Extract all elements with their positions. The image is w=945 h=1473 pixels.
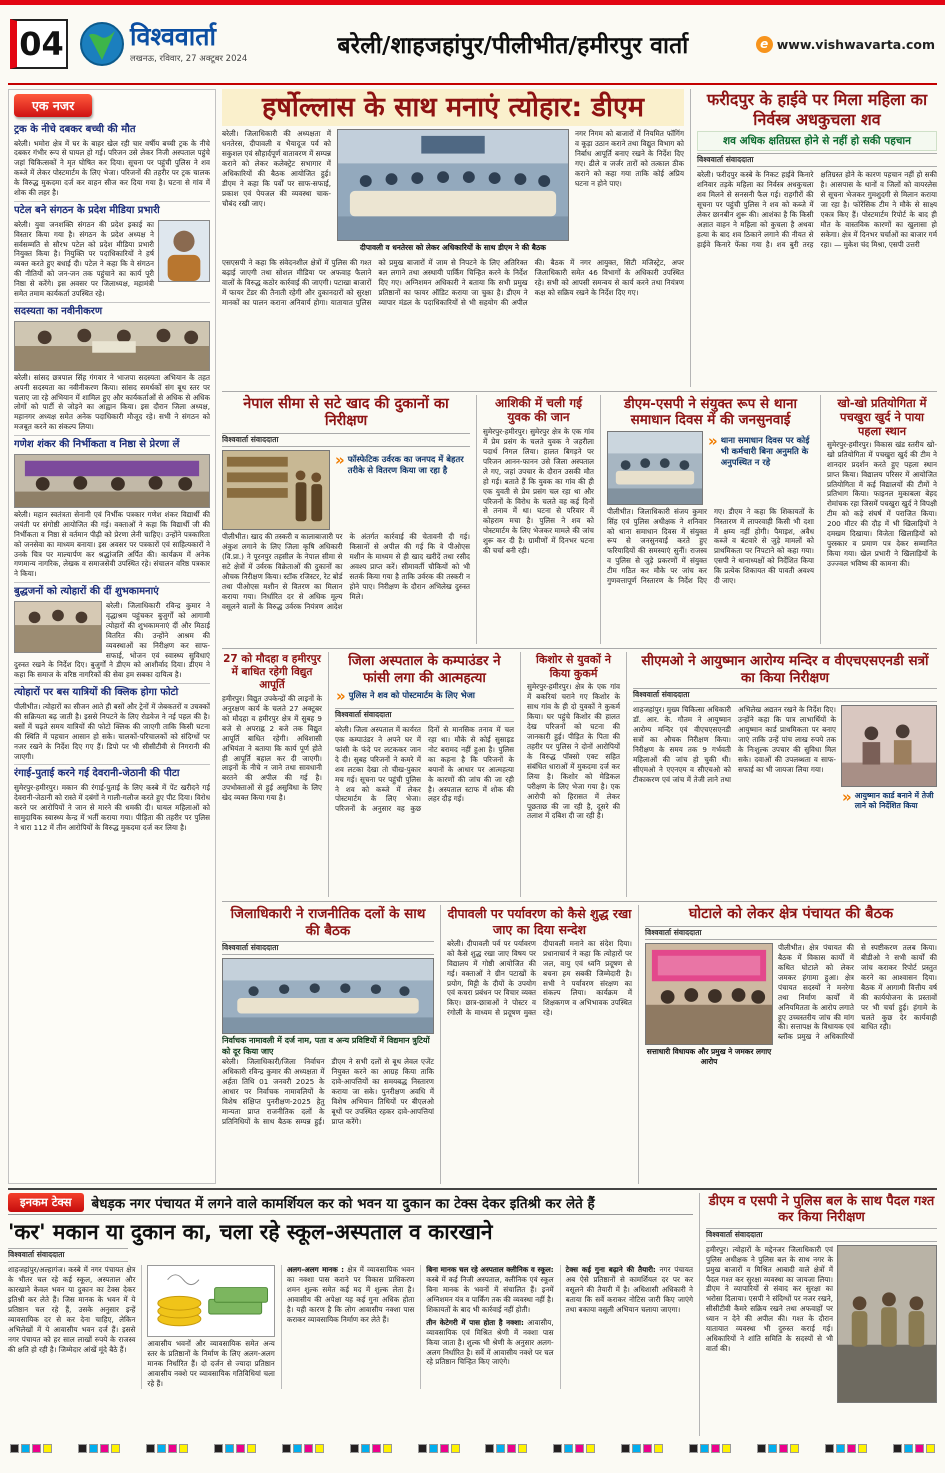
- cmyk-mark-icon: [10, 1444, 52, 1453]
- cmo-inspection-photo: [841, 705, 937, 787]
- article-deepavali-headline: दीपावली पर पर्यावरण को कैसे शुद्ध रखा जाए का दिया सन्देश: [447, 906, 632, 937]
- income-tax-strip-headline: बेधड़क नगर पंचायत में लगने वाले कामर्शियल कर को भवन या दुकान का टेक्स देकर इतिश्री कर लेते हैं: [91, 1195, 595, 1212]
- quote-chevrons-icon: »: [335, 451, 345, 470]
- cmyk-mark-icon: [621, 1444, 663, 1453]
- cmyk-mark-icon: [485, 1444, 527, 1453]
- cmyk-mark-icon: [78, 1444, 120, 1453]
- article-kho-kho: [820, 395, 937, 645]
- article-kar-columns: [8, 1265, 693, 1389]
- article-lead: [222, 89, 684, 387]
- article-bijli-body: हमीरपुर। विद्युत उपकेन्द्रों की लाइनों के अनुरक्षण कार्य के चलते 27 अक्टूबर को मौदहा व हमीरपुर क्षेत्र में सुबह 9 बजे से अपराह्न 2 बजे तक विद्युत आपूर्ति बाधित रहेगी। अधिशासी अभियंता ने बताया कि कार्य पूर्ण होते ही आपूर्ति बहाल कर दी जाएगी। लाइनों के नीचे न जाने तथा सावधानी बरतने की अपील की गई है। उपभोक्ताओं से हुई असुविधा के लिए खेद व्यक्त किया गया है।: [222, 693, 322, 803]
- article-rajnitik-headline: जिलाधिकारी ने राजनीतिक दलों के साथ की बैठक: [230, 906, 426, 939]
- byline: विश्ववार्ता संवाददाता: [222, 941, 434, 955]
- article-cmo-headline: सीएमओ ने आयुष्मान आरोग्य मन्दिर व वीएचएसएनडी सत्रों का किया निरीक्षण: [641, 653, 929, 686]
- cmyk-mark-icon: [418, 1444, 460, 1453]
- byline: विश्ववार्ता संवाददाता: [222, 433, 470, 447]
- sidebar-brief-truck: [14, 121, 210, 202]
- cmyk-mark-icon: [689, 1444, 731, 1453]
- brief-body: बरेली। भमोरा क्षेत्र में घर के बाहर खेल रही चार वर्षीय बच्ची ट्रक के नीचे दबकर गंभीर रूप से घायल हो गई। परिजन उसे लेकर निजी अस्पताल पहुंचे जहां चिकित्सकों ने मृत घोषित कर दिया। सूचना पर पहुंची पुलिस ने शव कब्जे में लेकर पोस्टमार्टम के लिए भेजा। परिजनों की तहरीर पर ट्रक चालक के विरुद्ध मुकदमा दर्ज कर वाहन सीज कर दिया गया है। घटना से गांव में शोक की लहर है।: [14, 138, 210, 198]
- lead-figure: [337, 129, 569, 255]
- article-faridpur-headline: फरीदपुर के हाईवे पर मिला महिला का निर्वस्त्र अधकुचला शव: [706, 90, 928, 129]
- article-aashiqui-body: सुमेरपुर-हमीरपुर। सुमेरपुर क्षेत्र के एक गांव में प्रेम प्रसंग के चलते युवक ने जहरीला पदार्थ निगल लिया। हालत बिगड़ने पर परिजन आनन-फानन उसे जिला अस्पताल ले गए, जहां उपचार के दौरान उसकी मौत हो गई। बताते हैं कि युवक का गांव की ही एक युवती से प्रेम प्रसंग चल रहा था और परिजनों के विरोध के चलते वह कई दिनों से तनाव में था। घटना से परिवार में कोहराम मचा है। पुलिस ने शव को पोस्टमार्टम के लिए भेजकर मामले की जांच शुरू कर दी है। ग्रामीणों में दिनभर घटना की चर्चा बनी रही।: [483, 426, 594, 556]
- brief-headline: पटेल बने संगठन के प्रदेश मीडिया प्रभारी: [14, 205, 160, 217]
- website-link[interactable]: [756, 36, 935, 53]
- article-kar: [8, 1193, 693, 1436]
- kar-subhead-3: तीन केटेगरी में पास होता है नक्शा:: [426, 1317, 524, 1327]
- compounder-quote-text: पुलिस ने शव को पोस्टमार्टम के लिए भेजा: [348, 690, 475, 701]
- zone-top: [222, 89, 937, 387]
- kar-col-1: शाहजहांपुर/अल्हागंज। कस्बे में नगर पंचायत क्षेत्र के भीतर चल रहे कई स्कूल, अस्पताल और कारखाने केवल भवन या दुकान का टेक्स देकर इतिश्री कर लेते हैं। जिस मानक के भवन में ये प्रतिष्ठान चल रहे हैं, उसके अनुसार इन्हें व्यावसायिक दर से कर देना चाहिए, लेकिन अभिलेखों में ये आवासीय भवन दर्ज हैं। इससे नगर पंचायत को हर साल लाखों रुपये के राजस्व की क्षति हो रही है। जिम्मेदार आंखें मूंदे बैठे हैं।: [8, 1265, 136, 1354]
- article-lead-body-right: नगर निगम को बाजारों में नियमित फॉगिंग व कूड़ा उठान कराने तथा विद्युत विभाग को निर्बाध आपूर्ति बनाए रखने के निर्देश दिए गए। ढीले व जर्जर तारों को तत्काल ठीक कराने को कहा गया ताकि कोई अप्रिय घटना न होने पाए।: [575, 129, 684, 188]
- page-number: 04: [10, 19, 68, 69]
- byline: विश्ववार्ता संवाददाता: [645, 926, 937, 940]
- kar-subtext-3: आवासीय, व्यावसायिक एवं मिश्रित श्रेणी में नक्शा पास किया जाता है। शुल्क भी श्रेणी के अनुसार अलग-अलग निर्धारित है। सर्वे में आवासीय नक्शे पर चल रहे प्रतिष्ठान चिन्हित किए जाएंगे।: [426, 1317, 554, 1367]
- article-kishor-body: सुमेरपुर-हमीरपुर। क्षेत्र के एक गांव में बकरियां चराने गए किशोर के साथ गांव के ही दो युवकों ने कुकर्म किया। घर पहुंचे किशोर की हालत देख परिजनों को घटना की जानकारी हुई। पीड़ित के पिता की तहरीर पर पुलिस ने दोनों आरोपियों के विरुद्ध पॉक्सो एक्ट सहित संबंधित धाराओं में मुकदमा दर्ज कर लिया है। किशोर को मेडिकल परीक्षण के लिए भेजा गया है। एक आरोपी को हिरासत में लेकर पूछताछ की जा रही है, दूसरे की तलाश में दबिश दी जा रही है।: [527, 682, 620, 821]
- brief-headline: त्योहारों पर बस यात्रियों की क्लिक होगा फोटो: [14, 687, 179, 699]
- kar-col-2: [141, 1265, 274, 1389]
- byline: विश्ववार्ता संवाददाता: [706, 1228, 937, 1242]
- money-illustration: [147, 1265, 274, 1337]
- main-zone: [222, 89, 937, 1184]
- article-lead-body-bottom: एसएसपी ने कहा कि संवेदनशील क्षेत्रों में पुलिस की गश्त बढ़ाई जाएगी तथा सोशल मीडिया पर अफवाह फैलाने वालों के विरुद्ध कठोर कार्रवाई की जाएगी। पटाखा बाजारों में फायर टेंडर की तैनाती रहेगी और दुकानदारों को सुरक्षा मानकों का पालन कराना अनिवार्य होगा। यातायात पुलिस को प्रमुख बाजारों में जाम से निपटने के लिए अतिरिक्त बल लगाने तथा अस्थायी पार्किंग चिन्हित करने के निर्देश दिए गए। अग्निशमन अधिकारी ने बताया कि सभी प्रमुख प्रतिष्ठानों का फायर ऑडिट कराया जा चुका है। डीएम ने व्यापार मंडल के पदाधिकारियों से भी सहयोग की अपील की। बैठक में नगर आयुक्त, सिटी मजिस्ट्रेट, अपर जिलाधिकारी समेत 46 विभागों के अधिकारी उपस्थित रहे। सभी को आपसी समन्वय से कार्य करने तथा नियंत्रण कक्ष को सक्रिय रखने के निर्देश दिए गए।: [222, 258, 684, 307]
- masthead-dateline: लखनऊ, रविवार, 27 अक्टूबर 2024: [130, 54, 248, 64]
- article-aashiqui: [476, 395, 594, 645]
- byline: विश्ववार्ता संवाददाता: [697, 153, 937, 167]
- sidebar-brief-ganesh: [14, 436, 210, 583]
- quote-chevrons-icon: »: [708, 431, 718, 450]
- article-compounder-body: बरेली। जिला अस्पताल में कार्यरत एक कम्पाउंडर ने अपने घर में फांसी के फंदे पर लटककर जान दे दी। सुबह परिजनों ने कमरे में शव लटका देखा तो चीख-पुकार मच गई। सूचना पर पहुंची पुलिस ने शव को कब्जे में लेकर पोस्टमार्टम के लिए भेजा। परिजनों के अनुसार वह कुछ दिनों से मानसिक तनाव में चल रहा था। मौके से कोई सुसाइड नोट बरामद नहीं हुआ है। पुलिस का कहना है कि परिजनों के बयानों के आधार पर आत्महत्या के कारणों की जांच की जा रही है। अस्पताल स्टाफ में शोक की लहर दौड़ गई।: [335, 724, 514, 814]
- article-ghotala-body: पीलीभीत। क्षेत्र पंचायत की बैठक में विकास कार्यों में कथित घोटाले को लेकर जमकर हंगामा हुआ। क्षेत्र पंचायत सदस्यों ने मनरेगा तथा निर्माण कार्यों में अनियमितता के आरोप लगाते हुए उच्चस्तरीय जांच की मांग की। सत्तापक्ष के विधायक एवं ब्लॉक प्रमुख ने अधिकारियों से स्पष्टीकरण तलब किया। बीडीओ ने सभी कार्यों की जांच कराकर रिपोर्ट प्रस्तुत करने का आश्वासन दिया। बैठक में आगामी वित्तीय वर्ष की कार्ययोजना के प्रस्तावों पर भी चर्चा हुई। हंगामे के चलते कुछ देर कार्यवाही बाधित रही।: [778, 942, 937, 1042]
- brief-headline: बुद्धजनों को त्योहारों की दीं शुभकामनाएं: [14, 586, 159, 598]
- article-cmo: [626, 652, 937, 897]
- article-faridpur-subhead: शव अधिक क्षतिग्रस्त होने से नहीं हो सकी पहचान: [697, 131, 937, 151]
- quote-chevrons-icon: »: [842, 788, 852, 807]
- cmo-quote-text: आयुष्मान कार्ड बनाने में तेजी लाने को निर्देशित किया: [854, 791, 934, 811]
- jans unwai-photo: [607, 431, 703, 505]
- article-khaad: [222, 395, 470, 645]
- article-ghotala-headline: घोटाले को लेकर क्षेत्र पंचायत की बैठक: [688, 906, 894, 923]
- sidebar-brief-buddhajan: [14, 583, 210, 684]
- ghotala-figure: [645, 943, 773, 1069]
- police-foot-patrol-photo: [837, 1245, 937, 1403]
- sidebar-brief-rangai: [14, 765, 210, 835]
- band-3: [222, 648, 937, 897]
- sidebar-brief-patel: [14, 202, 210, 303]
- sidebar-brief-bus-photo: [14, 684, 210, 765]
- brief-headline: ट्रक के नीचे दबकर बच्ची की मौत: [14, 124, 136, 135]
- kar-subtext-4: नगर पंचायत अब ऐसे प्रतिष्ठानों से कामर्शियल दर पर कर वसूलने की तैयारी में है। अधिशासी अधिकारी ने बताया कि सर्वे कराकर नोटिस जारी किए जाएंगे तथा बकाया वसूली अभियान चलाया जाएगा।: [565, 1265, 694, 1314]
- article-deepavali-body: बरेली। दीपावली पर्व पर पर्यावरण को कैसे शुद्ध रखा जाए विषय पर विद्यालय में गोष्ठी आयोजित की गई। वक्ताओं ने ग्रीन पटाखों के प्रयोग, मिट्टी के दीयों के उपयोग एवं कचरा प्रबंधन पर विचार व्यक्त किए। छात्र-छात्राओं ने पोस्टर व रंगोली के माध्यम से प्रदूषण मुक्त दीपावली मनाने का संदेश दिया। प्रधानाचार्य ने कहा कि त्योहारों पर जल, वायु एवं ध्वनि प्रदूषण से बचना हम सबकी जिम्मेदारी है। सभी ने पर्यावरण संरक्षण का संकल्प लिया। कार्यक्रम में शिक्षकगण व अभिभावक उपस्थित रहे।: [447, 938, 632, 1018]
- compounder-quote-box: [335, 688, 514, 706]
- cmyk-mark-icon: [893, 1444, 935, 1453]
- panchayat-meeting-banner-photo: [645, 943, 773, 1045]
- kar-col-3: [281, 1265, 414, 1389]
- lead-photo-caption: दीपावली व धनतेरस को लेकर अधिकारियों के साथ डीएम ने की बैठक: [360, 243, 546, 253]
- article-kho-kho-headline: खो-खो प्रतियोगिता में पचखुरा खुर्द ने पाया पहला स्थान: [837, 395, 927, 438]
- article-gasht: [699, 1193, 937, 1436]
- brief-body: बरेली। जिलाधिकारी रविन्द्र कुमार ने वृद्धाश्रम पहुंचकर बुजुर्गों को आगामी त्योहारों की शुभकामनाएं दीं और मिठाई वितरित की। उन्होंने आश्रम की व्यवस्थाओं का निरीक्षण कर साफ-सफाई, भोजन एवं स्वास्थ्य सुविधाएं दुरुस्त रखने के निर्देश दिए। बुजुर्गों ने डीएम को आशीर्वाद दिया। डीएम ने कहा कि समाज के वरिष्ठ नागरिकों की सेवा हम सबका दायित्व है।: [14, 600, 210, 680]
- cmyk-mark-icon: [350, 1444, 392, 1453]
- band-4: [222, 901, 937, 1184]
- income-tax-label: इनकम टेक्स: [8, 1193, 84, 1212]
- article-khaad-body: पीलीभीत। खाद की तस्करी व कालाबाजारी पर अंकुश लगाने के लिए जिला कृषि अधिकारी (वि.प्रा.) ने पूरनपुर तहसील के नेपाल सीमा से सटे क्षेत्रों में उर्वरक विक्रेताओं की दुकानों का औचक निरीक्षण किया। स्टॉक रजिस्टर, रेट बोर्ड तथा पीओएस मशीन से वितरण का मिलान कराया गया। निर्धारित दर से अधिक मूल्य वसूलने वालों के विरुद्ध उर्वरक नियंत्रण आदेश के अंतर्गत कार्रवाई की चेतावनी दी गई। किसानों से अपील की गई कि वे पीओएस मशीन के माध्यम से ही खाद खरीदें तथा रसीद अवश्य प्राप्त करें। सीमावर्ती चौकियों को भी सतर्क किया गया है ताकि उर्वरक की तस्करी न होने पाए। निरीक्षण के दौरान अभिलेख दुरुस्त मिले।: [222, 532, 470, 611]
- cmyk-mark-icon: [553, 1444, 595, 1453]
- dm-sp-quote-box: [707, 433, 814, 503]
- dm-meeting-photo: [337, 129, 569, 241]
- website-url: www.vishwavarta.com: [776, 36, 935, 52]
- ganesh-seminar-photo: [14, 454, 210, 508]
- article-lead-body-left: बरेली। जिलाधिकारी की अध्यक्षता में धनतेरस, दीपावली व भैयादूज पर्व को सकुशल एवं सौहार्दपूर्ण वातावरण में सम्पन्न कराने को लेकर कलेक्ट्रेट सभागार में अधिकारियों की बैठक आयोजित हुई। डीएम ने कहा कि पर्वों पर साफ-सफाई, प्रकाश एवं पेयजल की व्यवस्था चाक-चौबंद रखी जाए।: [222, 129, 331, 208]
- kar-subhead-4: टेक्स कई गुना बढ़ाने की तैयारी:: [565, 1265, 656, 1274]
- article-aashiqui-headline: आशिकी में चली गई युवक की जान: [494, 395, 583, 425]
- article-rajnitik-body: बरेली। जिलाधिकारी/जिला निर्वाचन अधिकारी रविन्द्र कुमार की अध्यक्षता में अर्हता तिथि 01 जनवरी 2025 के आधार पर निर्वाचक नामावलियों के विशेष संक्षिप्त पुनरीक्षण-2025 हेतु मान्यता प्राप्त राजनीतिक दलों के प्रतिनिधियों के साथ बैठक सम्पन्न हुई। डीएम ने सभी दलों से बूथ लेवल एजेंट नियुक्त करने का आग्रह किया ताकि दावे-आपत्तियों का समयबद्ध निस्तारण कराया जा सके। पुनरीक्षण अवधि में विशेष अभियान तिथियों पर बीएलओ बूथों पर उपस्थित रहकर दावे-आपत्तियां प्राप्त करेंगे।: [222, 1056, 434, 1126]
- income-tax-strip: [8, 1193, 693, 1215]
- kar-col-5: [560, 1265, 693, 1389]
- article-dm-sp-headline: डीएम-एसपी ने संयुक्त रूप से थाना समाधान दिवस में की जनसुनवाई: [624, 395, 797, 429]
- article-kar-headline: 'कर' मकान या दुकान का, चला रहे स्कूल-अस्पताल व कारखाने: [8, 1220, 493, 1244]
- cmyk-mark-icon: [757, 1444, 799, 1453]
- article-kishor: [520, 652, 620, 897]
- kar-subtext-2: कस्बे में कई निजी अस्पताल, क्लीनिक एवं स्कूल बिना मानक के भवनों में संचालित हैं। इनमें अग्निशमन यंत्र व पार्किंग तक की व्यवस्था नहीं है। शिकायतों के बाद भी कार्रवाई नहीं होती।: [426, 1274, 554, 1314]
- cmyk-mark-icon: [825, 1444, 867, 1453]
- band-2: [222, 391, 937, 645]
- masthead: [8, 5, 937, 85]
- article-khaad-headline: नेपाल सीमा से सटे खाद की दुकानों का निरीक्षण: [243, 395, 449, 430]
- registration-marks: [8, 1436, 937, 1456]
- globe-e-icon: e: [756, 36, 773, 53]
- cmo-quote-box: [841, 789, 937, 813]
- khaad-quote-text: फॉस्फेटिक उर्वरक का जनपद में बेहतर तरीके से वितरण किया जा रहा है: [347, 454, 464, 476]
- article-gasht-body: हमीरपुर। त्योहारों के मद्देनजर जिलाधिकारी एवं पुलिस अधीक्षक ने पुलिस बल के साथ नगर के प्रमुख बाजारों व मिश्रित आबादी वाले क्षेत्रों में पैदल गश्त कर सुरक्षा व्यवस्था का जायजा लिया। डीएम ने व्यापारियों से संवाद कर सुरक्षा का भरोसा दिलाया। एसपी ने संदिग्धों पर नजर रखने, सीसीटीवी कैमरे सक्रिय रखने तथा अफवाहों पर ध्यान न देने की अपील की। गश्त के दौरान यातायात व्यवस्था भी दुरुस्त कराई गई। अधिकारियों ने शांति समिति के सदस्यों से भी वार्ता की।: [706, 1244, 833, 1354]
- brief-headline: सदस्यता का नवीनीकरण: [14, 306, 103, 318]
- article-rajnitik: [222, 905, 434, 1184]
- cmyk-mark-icon: [146, 1444, 188, 1453]
- dm-sp-quote-text: थाना समाधान दिवस पर कोई भी कर्मचारी बिना अनुमति के अनुपस्थित न रहे: [720, 434, 810, 467]
- ghotala-photo-caption: सत्ताधारी विधायक और प्रमुख ने जमकर लगाए आरोप: [646, 1046, 772, 1066]
- kar-col-4: [420, 1265, 553, 1389]
- kar-col-2-body: आवासीय भवनों और व्यावसायिक समेत अन्य स्तर के प्रतिष्ठानों के निर्माण के लिए अलग-अलग मानक निर्धारित हैं। दो दर्जन से ज्यादा प्रतिष्ठान आवासीय नक्शे पर व्यावसायिक गतिविधियां चला रहे हैं।: [147, 1339, 275, 1388]
- bottom-section: [8, 1188, 937, 1436]
- article-bijli-headline: 27 को मौदहा व हमीरपुर में बाधित रहेगी विद्युत आपूर्ति: [223, 653, 321, 692]
- cmyk-mark-icon: [214, 1444, 256, 1453]
- article-dm-sp-body: पीलीभीत। जिलाधिकारी संजय कुमार सिंह एवं पुलिस अधीक्षक ने शनिवार को थाना समाधान दिवस में संयुक्त रूप से जनसुनवाई करते हुए फरियादियों की समस्याएं सुनीं। राजस्व व पुलिस से जुड़े प्रकरणों में संयुक्त टीम गठित कर मौके पर जांच कर गुणवत्तापूर्ण निस्तारण के निर्देश दिए गए। डीएम ने कहा कि शिकायतों के निस्तारण में लापरवाही किसी भी दशा में क्षम्य नहीं होगी। पैमाइश, अवैध कब्जे व बंटवारे से जुड़े मामलों को प्राथमिकता पर निपटाने को कहा गया। एसपी ने थानाध्यक्षों को निर्देशित किया कि प्रत्येक शिकायत की पावती अवश्य दी जाए।: [607, 506, 814, 586]
- masthead-title: विश्ववार्ता: [130, 22, 217, 51]
- quote-chevrons-icon: »: [336, 687, 346, 706]
- brief-headline: रंगाई-पुताई करने गई देवरानी-जेठानी की पीटा: [14, 768, 180, 780]
- article-lead-headline: हर्षोल्लास के साथ मनाएं त्योहार: डीएम: [222, 89, 684, 126]
- article-dm-sp: [600, 395, 814, 645]
- elders-greeting-photo: [14, 601, 102, 653]
- content-area: [8, 85, 937, 1184]
- newspaper-logo-icon: [80, 22, 124, 66]
- article-ghotala: [638, 905, 937, 1184]
- article-rajnitik-note: निर्वाचक नामावली में दर्ज नाम, पता व अन्य प्रविष्टियों में विद्यमान त्रुटियों को दूर किया जाए: [222, 1036, 430, 1056]
- brief-body: सुमेरपुर-हमीरपुर। मकान की रंगाई-पुताई के लिए कस्बे में पेंट खरीदने गई देवरानी-जेठानी को रास्ते में दबंगों ने गाली-गलौज करते हुए पीट दिया। विरोध करने पर आरोपियों ने जान से मारने की धमकी दी। घायल महिलाओं को सामुदायिक स्वास्थ्य केन्द्र में भर्ती कराया गया। पीड़िता की तहरीर पर पुलिस ने धारा 112 में तीन आरोपियों के विरुद्ध मुकदमा दर्ज कर लिया है।: [14, 782, 210, 832]
- byline: विश्ववार्ता संवाददाता: [633, 688, 937, 702]
- article-faridpur: [690, 89, 937, 387]
- article-gasht-headline: डीएम व एसपी ने पुलिस बल के साथ पैदल गश्त कर किया निरीक्षण: [708, 1194, 935, 1225]
- brief-body: बरेली। युवा जनशक्ति संगठन की प्रदेश इकाई का विस्तार किया गया है। संगठन के प्रदेश अध्यक्ष ने सर्वसम्मति से सौरभ पटेल को प्रदेश मीडिया प्रभारी नियुक्त किया है। नियुक्ति पर पदाधिकारियों ने हर्ष व्यक्त करते हुए बधाई दी। पटेल ने कहा कि वे संगठन की नीतियों को जन-जन तक पहुंचाने का कार्य पूरी निष्ठा से करेंगे। इस अवसर पर जिलाध्यक्ष, महामंत्री समेत तमाम कार्यकर्ता उपस्थित रहे।: [14, 219, 154, 299]
- article-kishor-headline: किशोर से युवकों ने किया कुकर्म: [536, 653, 611, 680]
- article-kho-kho-body: सुमेरपुर-हमीरपुर। विकास खंड स्तरीय खो-खो प्रतियोगिता में पचखुरा खुर्द की टीम ने शानदार प्रदर्शन करते हुए पहला स्थान प्राप्त किया। विद्यालय परिसर में आयोजित प्रतियोगिता में कई विद्यालयों की टीमों ने प्रतिभाग किया। फाइनल मुकाबला बेहद रोमांचक रहा जिसमें पचखुरा खुर्द ने विपक्षी टीम को कड़े संघर्ष में पराजित किया। 200 मीटर की दौड़ में भी खिलाड़ियों ने दमखम दिखाया। विजेता खिलाड़ियों को पुरस्कार व प्रमाण पत्र देकर सम्मानित किया गया। खेल प्रभारी ने खिलाड़ियों के उज्ज्वल भविष्य की कामना की।: [827, 439, 937, 569]
- khaad-quote-box: [334, 452, 470, 528]
- brief-body: पीलीभीत। त्योहारों का सीजन आते ही बसों और ट्रेनों में जेबकतरों व उचक्कों की सक्रियता बढ़ जाती है। इससे निपटने के लिए रोडवेज ने नई पहल की है। बसों में चढ़ते समय यात्रियों की फोटो क्लिक की जाएगी ताकि किसी घटना की स्थिति में पहचान आसान हो सके। चालकों-परिचालकों को संदिग्धों पर नजर रखने के निर्देश दिए गए हैं। डिपो पर भी सीसीटीवी से निगरानी की जाएगी।: [14, 701, 210, 761]
- article-cmo-body: शाहजहांपुर। मुख्य चिकित्सा अधिकारी डॉ. आर. के. गौतम ने आयुष्मान आरोग्य मन्दिर एवं वीएचएसएनडी सत्रों का औचक निरीक्षण किया। निरीक्षण के समय तक 9 गर्भवती महिलाओं की जांच हो चुकी थी। सीएमओ ने एएनएम व सीएचओ को टीकाकरण एवं जांच में तेजी लाने तथा अभिलेख अद्यतन रखने के निर्देश दिए। उन्होंने कहा कि पात्र लाभार्थियों के आयुष्मान कार्ड प्राथमिकता पर बनाए जाएं ताकि उन्हें पांच लाख रुपये तक के निःशुल्क उपचार की सुविधा मिल सके। दवाओं की उपलब्धता व साफ-सफाई का भी जायजा लिया गया।: [633, 705, 836, 784]
- membership-renewal-photo: [14, 321, 210, 371]
- article-deepavali: [440, 905, 632, 1184]
- kar-subhead-1: अलग-अलग मानक :: [286, 1265, 345, 1274]
- region-strip: बरेली/शाहजहांपुर/पीलीभीत/हमीरपुर वार्ता: [337, 33, 689, 59]
- article-faridpur-body: बरेली। फरीदपुर कस्बे के निकट हाईवे किनारे शनिवार तड़के महिला का निर्वस्त्र अधकुचला शव मिलने से सनसनी फैल गई। राहगीरों की सूचना पर पहुंची पुलिस ने शव को कब्जे में लेकर छानबीन शुरू की। आशंका है कि किसी अज्ञात वाहन ने महिला को कुचला है अथवा हत्या के बाद शव ठिकाने लगाने की नीयत से हाईवे किनारे फेंका गया है। शव बुरी तरह क्षतिग्रस्त होने के कारण पहचान नहीं हो सकी है। आसपास के थानों व जिलों को वायरलेस से सूचना भेजकर गुमशुदगी से मिलान कराया जा रहा है। फोरेंसिक टीम ने मौके से साक्ष्य एकत्र किए हैं। पोस्टमार्टम रिपोर्ट के बाद ही मौत के वास्तविक कारणों का खुलासा हो सकेगा। क्षेत्र में दिनभर चर्चाओं का बाजार गर्म रहा। — मुकेश चंद मिश्रा, एसपी उत्तरी: [697, 170, 937, 249]
- article-compounder-headline: जिला अस्पताल के कम्पाउंडर ने फांसी लगा की आत्महत्या: [348, 653, 501, 686]
- cmyk-mark-icon: [282, 1444, 324, 1453]
- byline: विश्ववार्ता संवाददाता: [8, 1248, 128, 1262]
- article-compounder: [328, 652, 514, 897]
- brief-body: बरेली। महान स्वतंत्रता सेनानी एवं निर्भीक पत्रकार गणेश शंकर विद्यार्थी की जयंती पर संगोष्ठी आयोजित की गई। वक्ताओं ने कहा कि विद्यार्थी जी की निर्भीकता व निष्ठा से वर्तमान पीढ़ी को प्रेरणा लेनी चाहिए। उन्होंने पत्रकारिता को जनसेवा का माध्यम बनाया। इस अवसर पर पत्रकारों एवं साहित्यकारों ने उनके चित्र पर माल्यार्पण कर श्रद्धांजलि अर्पित की। कार्यक्रम में अनेक गणमान्य नागरिक, लेखक व समाजसेवी उपस्थित रहे। संचालन वरिष्ठ पत्रकार ने किया।: [14, 509, 210, 579]
- sidebar-ek-nazar: [8, 89, 216, 1184]
- patel-portrait-photo: [158, 220, 210, 282]
- sidebar-brief-sadasyata: [14, 303, 210, 436]
- brief-body: बरेली। सांसद छत्रपाल सिंह गंगवार ने भाजपा सदस्यता अभियान के तहत अपनी सदस्यता का नवीनीकरण किया। सांसद समर्थकों संग बूथ स्तर पर चलाए जा रहे अभियान में शामिल हुए और कार्यकर्ताओं से अधिक से अधिक लोगों को पार्टी से जोड़ने का आह्वान किया। इस दौरान जिला अध्यक्ष, महानगर अध्यक्ष समेत अनेक पदाधिकारी मौजूद रहे। सभी ने संगठन को मजबूत करने का संकल्प लिया।: [14, 372, 210, 432]
- brand: [80, 22, 270, 66]
- kar-subtext-1: क्षेत्र में व्यावसायिक भवन का नक्शा पास कराने पर विकास प्राधिकरण शमन शुल्क समेत कई मद में शुल्क लेता है। आवासीय की अपेक्षा यह कई गुना अधिक होता है। यही कारण है कि लोग आवासीय नक्शा पास कराकर व्यावसायिक निर्माण कर लेते हैं।: [286, 1265, 415, 1324]
- byline: विश्ववार्ता संवाददाता: [335, 708, 514, 722]
- sidebar-title-badge: एक नजर: [14, 94, 92, 117]
- kar-subhead-2: बिना मानक चल रहे अस्पताल क्लीनिक व स्कूल:: [426, 1265, 554, 1274]
- fertilizer-shop-inspection-photo: [222, 450, 330, 530]
- article-bijli: [222, 652, 322, 897]
- political-parties-meeting-photo: [222, 958, 434, 1034]
- brief-headline: गणेश शंकर की निर्भीकता व निष्ठा से प्रेरणा लें: [14, 439, 180, 451]
